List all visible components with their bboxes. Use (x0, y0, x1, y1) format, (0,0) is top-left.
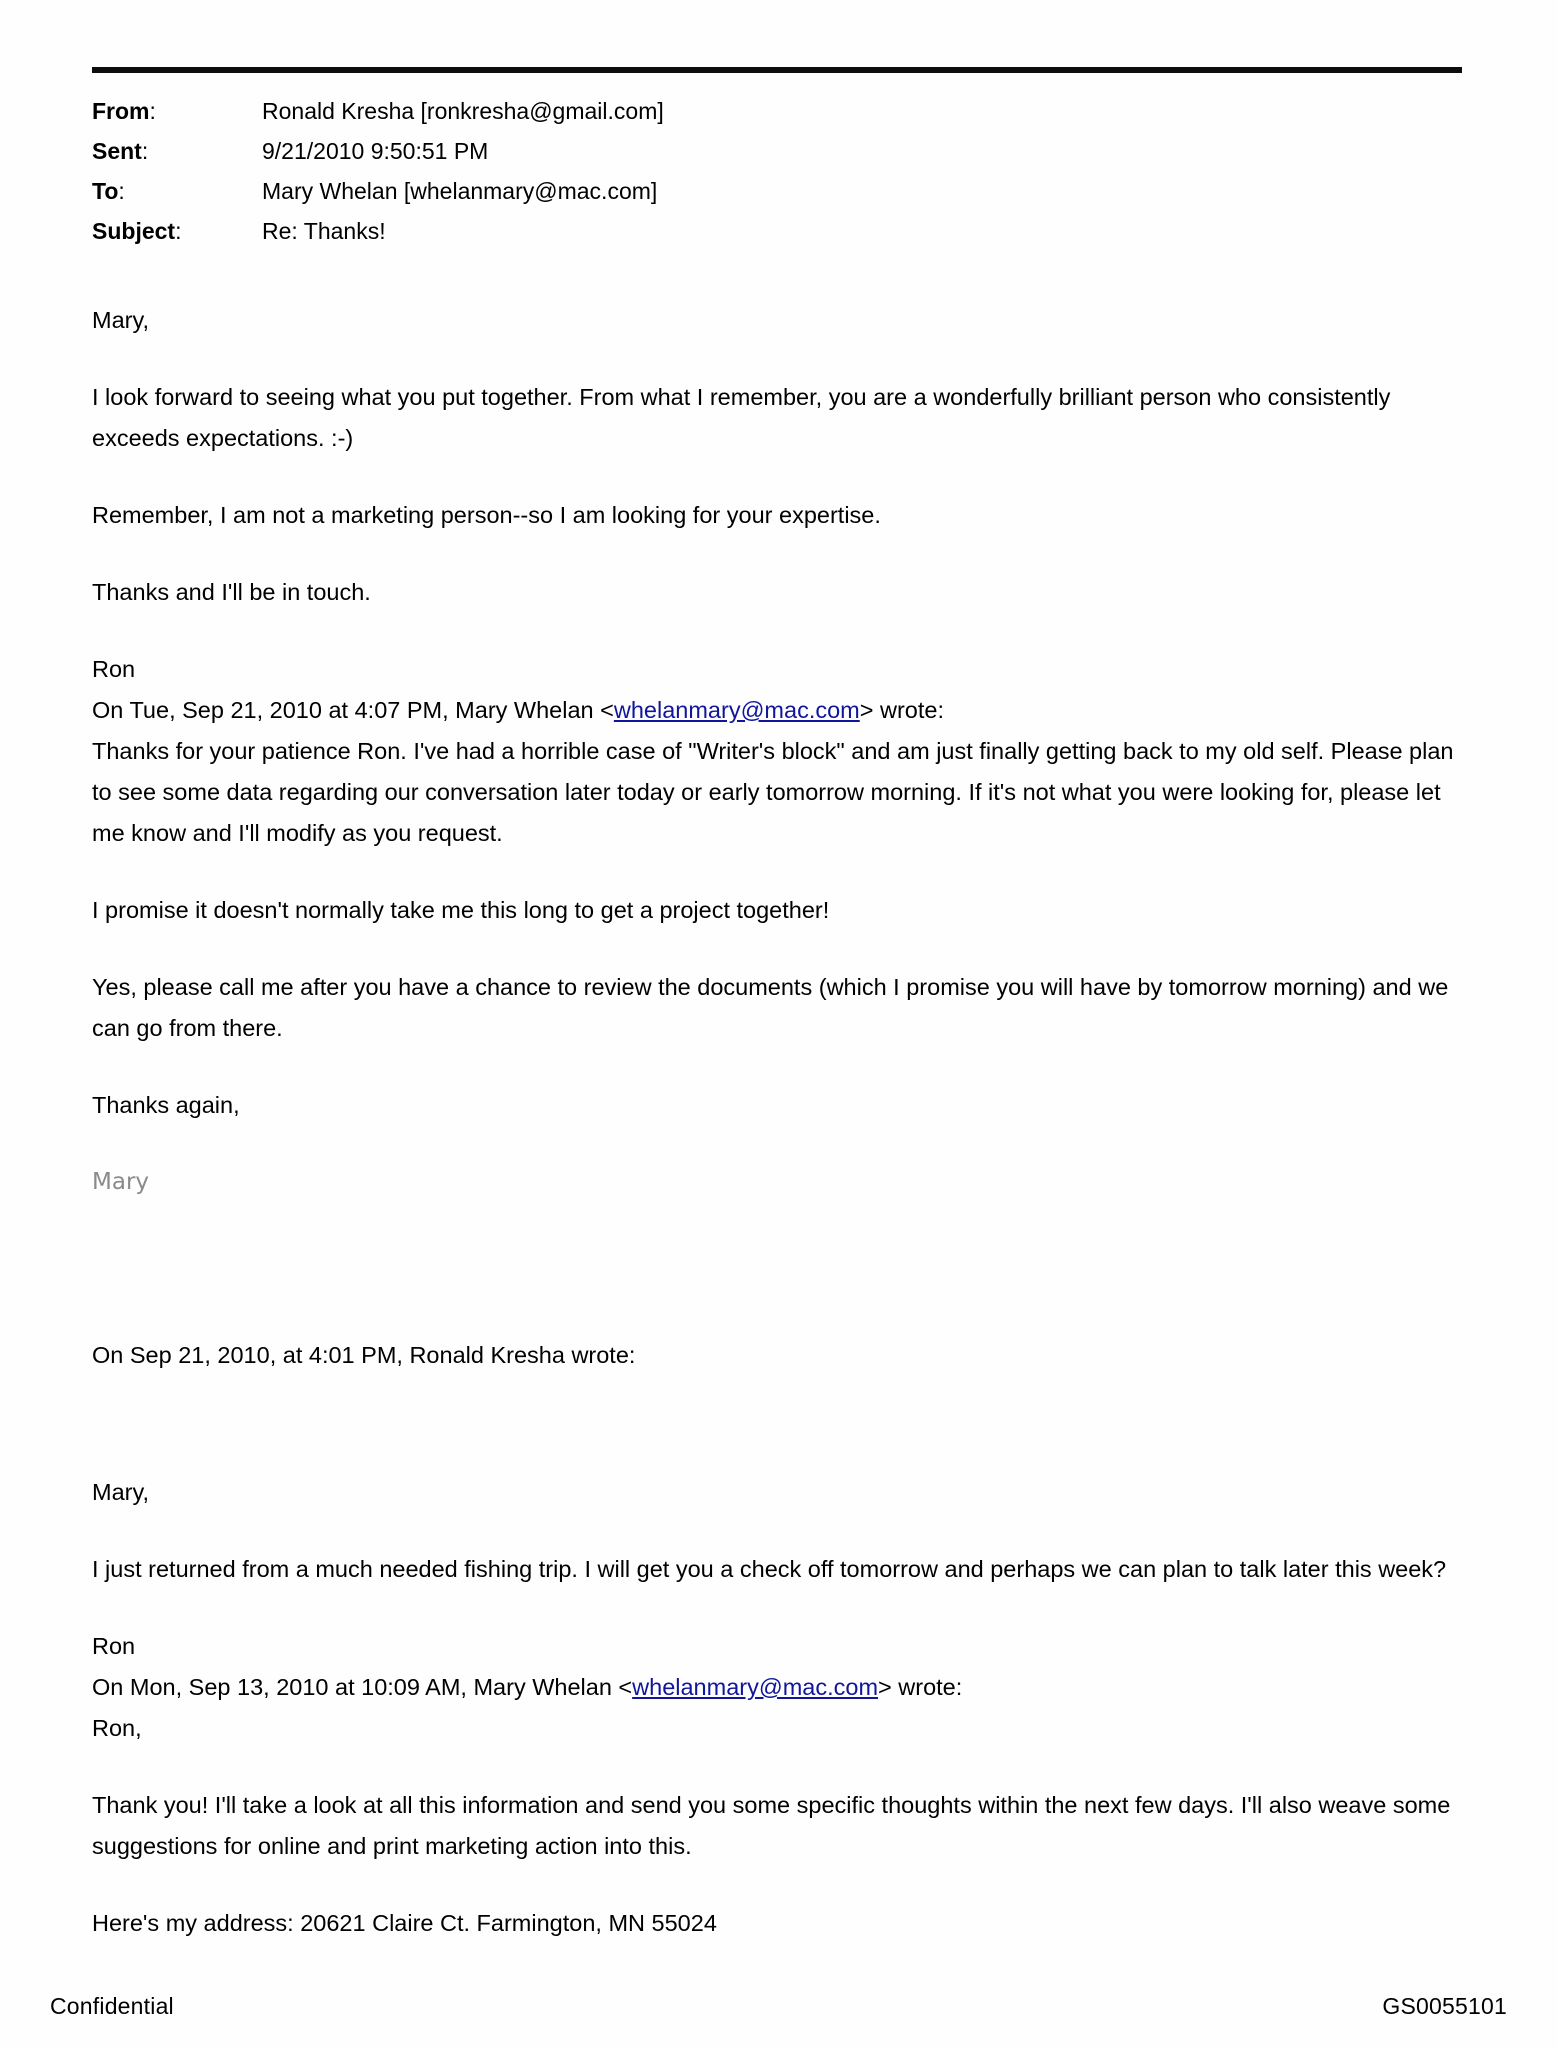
spacer (92, 1749, 1467, 1785)
quote-1-paragraph-1: Thanks for your patience Ron. I've had a horrible case of "Writer's block" and am just finally getting back to my old self. Please plan to see some data regarding our conversation later today or early tomorrow morning. If it's not what you were looking for, please let me know and I'll modify as you request. (92, 738, 1454, 846)
header-colon: : (141, 138, 149, 164)
quote-3-paragraph-1: Thank you! I'll take a look at all this information and send you some specific thoughts within the next few days. I'll also weave some suggestions for online and print marketing action into this. (92, 1792, 1451, 1859)
header-row-sent (92, 138, 1462, 178)
email-header-table (92, 98, 1462, 258)
quote-1-attribution-prefix: On Tue, Sep 21, 2010 at 4:07 PM, Mary Whelan < (92, 697, 614, 723)
body-greeting: Mary, (92, 307, 150, 333)
header-label-subject (92, 218, 262, 258)
header-value-sent: 9/21/2010 9:50:51 PM (262, 138, 489, 164)
quote-1-signature-mary: Mary (92, 1169, 150, 1195)
footer-confidentiality-label: Confidential (50, 1993, 174, 2019)
spacer (92, 1590, 1467, 1626)
header-label-from-text: From (92, 98, 150, 124)
spacer (92, 1867, 1467, 1903)
header-colon: : (175, 218, 182, 244)
header-label-sent-text: Sent (92, 138, 142, 164)
header-label-to (92, 178, 262, 218)
spacer (92, 1126, 1467, 1162)
spacer (92, 854, 1467, 890)
spacer (92, 1049, 1467, 1085)
header-colon: : (149, 98, 156, 124)
email-body (92, 300, 1467, 1944)
header-row-subject (92, 218, 1462, 258)
quote-1-attribution-suffix: > wrote: (859, 697, 944, 723)
quote-1-paragraph-3: Yes, please call me after you have a chance to review the documents (which I promise you will have by tomorrow morning) and we can go from there. (92, 974, 1449, 1041)
spacer (92, 1513, 1467, 1549)
header-row-from (92, 98, 1462, 138)
header-row-to (92, 178, 1462, 218)
page-footer (50, 1993, 1507, 2020)
email-link-whelanmary-2[interactable]: whelanmary@mac.com (632, 1674, 879, 1700)
quote-3-attribution-suffix: > wrote: (878, 1674, 963, 1700)
quote-2-attribution: On Sep 21, 2010, at 4:01 PM, Ronald Kresha wrote: (92, 1342, 636, 1368)
spacer (92, 1376, 1467, 1472)
body-paragraph-3: Thanks and I'll be in touch. (92, 579, 371, 605)
quote-1-attribution (92, 690, 1467, 731)
header-value-to: Mary Whelan [whelanmary@mac.com] (262, 178, 658, 204)
quote-2-greeting: Mary, (92, 1479, 150, 1505)
spacer (92, 931, 1467, 967)
quote-2-signature-ron: Ron (92, 1633, 136, 1659)
quote-2-paragraph-1: I just returned from a much needed fishing trip. I will get you a check off tomorrow and perhaps we can plan to talk later this week? (92, 1556, 1447, 1582)
header-value-from: Ronald Kresha [ronkresha@gmail.com] (262, 98, 664, 124)
quote-3-attribution-prefix: On Mon, Sep 13, 2010 at 10:09 AM, Mary Whelan < (92, 1674, 633, 1700)
quote-1-paragraph-2: I promise it doesn't normally take me this long to get a project together! (92, 897, 830, 923)
header-label-to-text: To (92, 178, 119, 204)
header-divider-rule (92, 67, 1462, 73)
quote-1-closing: Thanks again, (92, 1092, 240, 1118)
header-value-subject: Re: Thanks! (262, 218, 386, 244)
body-paragraph-1: I look forward to seeing what you put together. From what I remember, you are a wonderfully brilliant person who consistently exceeds expectations. :-) (92, 384, 1391, 451)
header-colon: : (118, 178, 125, 204)
header-label-from (92, 98, 262, 138)
quote-3-greeting: Ron, (92, 1715, 142, 1741)
quote-3-attribution (92, 1667, 1467, 1708)
quote-3-paragraph-2: Here's my address: 20621 Claire Ct. Farmington, MN 55024 (92, 1910, 717, 1936)
body-paragraph-2: Remember, I am not a marketing person--so I am looking for your expertise. (92, 502, 881, 528)
email-link-whelanmary-1[interactable]: whelanmary@mac.com (613, 697, 860, 723)
spacer (92, 1299, 1467, 1335)
header-label-sent (92, 138, 262, 178)
spacer (92, 1203, 1467, 1299)
footer-bates-number: GS0055101 (1382, 1993, 1507, 2019)
header-label-subject-text: Subject (92, 218, 176, 244)
body-signature-ron: Ron (92, 656, 136, 682)
